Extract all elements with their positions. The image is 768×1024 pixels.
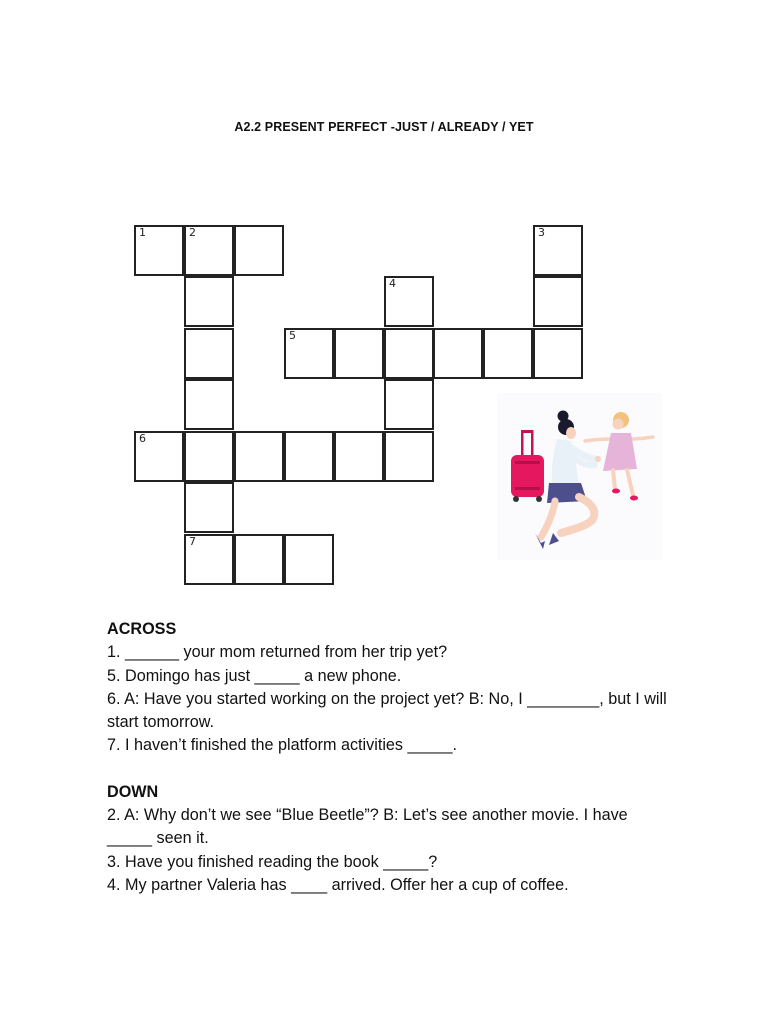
- crossword-cell[interactable]: [184, 534, 234, 585]
- crossword-cell[interactable]: [284, 431, 334, 482]
- crossword-cell[interactable]: [483, 328, 533, 379]
- across-clue-7: 7. I haven’t finished the platform activities _____.: [107, 736, 458, 755]
- clue-number: 7: [189, 535, 196, 548]
- across-clue-1: 1. ______ your mom returned from her trip yet?: [107, 643, 448, 662]
- crossword-cell[interactable]: [184, 379, 234, 430]
- crossword-cell[interactable]: [384, 276, 434, 327]
- crossword-cell[interactable]: [384, 328, 434, 379]
- crossword-cell[interactable]: [184, 482, 234, 533]
- crossword-cell[interactable]: [234, 431, 284, 482]
- crossword-cell[interactable]: [384, 431, 434, 482]
- down-clue-4: 4. My partner Valeria has ____ arrived. Offer her a cup of coffee.: [107, 875, 569, 894]
- crossword-cell[interactable]: [284, 328, 334, 379]
- crossword-cell[interactable]: [184, 225, 234, 276]
- mother-child-illustration: [497, 393, 662, 560]
- clue-number: 5: [289, 329, 296, 342]
- down-clue-3: 3. Have you finished reading the book _____?: [107, 852, 438, 871]
- clue-number: 1: [139, 226, 146, 239]
- crossword-cell[interactable]: [234, 534, 284, 585]
- crossword-cell[interactable]: [134, 431, 184, 482]
- across-clue-6: 6. A: Have you started working on the project yet? B: No, I ________, but I will start tomorrow.: [107, 689, 667, 732]
- down-heading: DOWN: [107, 782, 159, 801]
- across-heading: ACROSS: [107, 620, 177, 638]
- across-clue-5: 5. Domingo has just _____ a new phone.: [107, 666, 402, 685]
- crossword-cell[interactable]: [334, 431, 384, 482]
- crossword-cell[interactable]: [184, 328, 234, 379]
- clue-number: 2: [189, 226, 196, 239]
- down-clue-2: 2. A: Why don’t we see “Blue Beetle”? B: Let’s see another movie. I have _____ seen it.: [107, 806, 628, 848]
- clue-number: 6: [139, 432, 146, 445]
- crossword-cell[interactable]: [384, 379, 434, 430]
- clues-section: [107, 618, 667, 897]
- crossword-cell[interactable]: [184, 431, 234, 482]
- crossword-cell[interactable]: [533, 225, 583, 276]
- clue-number: 4: [389, 277, 396, 290]
- clue-number: 3: [538, 226, 545, 239]
- crossword-cell[interactable]: [533, 276, 583, 327]
- crossword-cell[interactable]: [533, 328, 583, 379]
- crossword-cell[interactable]: [184, 276, 234, 327]
- crossword-cell[interactable]: [284, 534, 334, 585]
- crossword-cell[interactable]: [234, 225, 284, 276]
- crossword-cell[interactable]: [433, 328, 483, 379]
- crossword-cell[interactable]: [334, 328, 384, 379]
- worksheet-title: A2.2 PRESENT PERFECT -JUST / ALREADY / YET: [234, 120, 534, 134]
- crossword-cell[interactable]: [134, 225, 184, 276]
